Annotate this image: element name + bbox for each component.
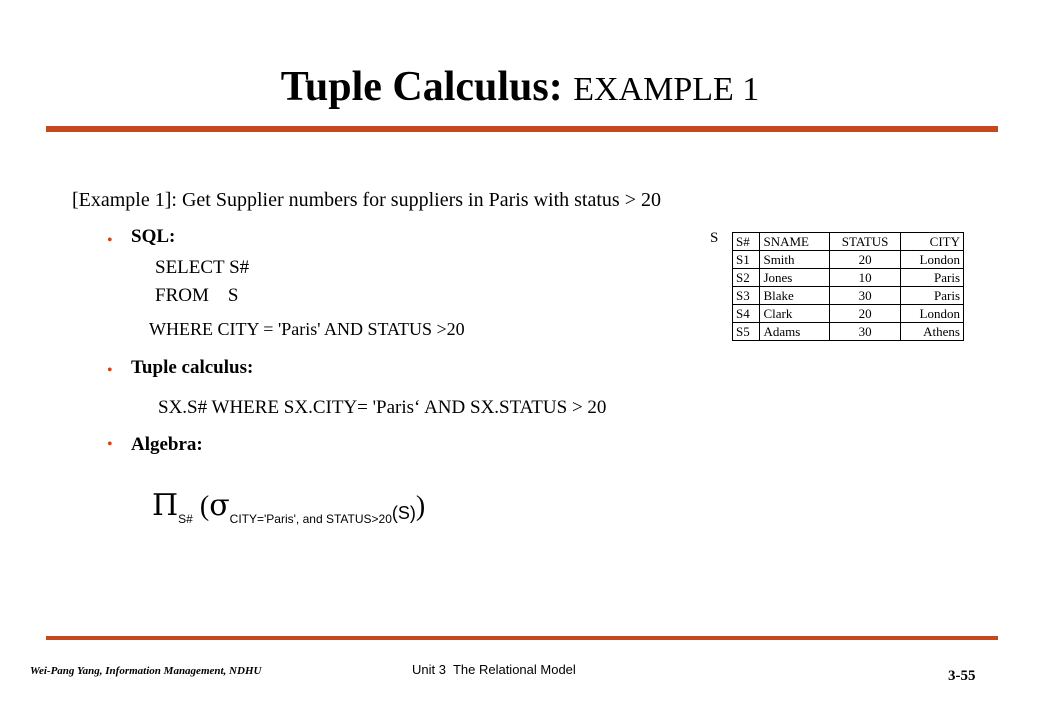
header-cell: CITY <box>901 233 964 251</box>
table-cell: Smith <box>760 251 830 269</box>
table-cell: Clark <box>760 305 830 323</box>
close-paren: ) <box>415 491 426 522</box>
relation-name: S <box>710 230 719 246</box>
bullet-dot: • <box>107 362 113 379</box>
header-cell: S# <box>733 233 760 251</box>
table-cell: 30 <box>830 323 901 341</box>
table-row <box>733 305 964 323</box>
sql-line-where: WHERE CITY = 'Paris' AND STATUS >20 <box>149 319 465 339</box>
title-divider <box>46 126 998 132</box>
table-cell: London <box>901 305 964 323</box>
bullet-dot: • <box>107 436 113 453</box>
footer-unit: Unit 3 The Relational Model <box>412 662 576 677</box>
sql-line-select: SELECT S# <box>155 257 250 278</box>
table-cell: 20 <box>830 305 901 323</box>
bullet-dot: • <box>107 232 113 249</box>
table-cell: 30 <box>830 287 901 305</box>
table-cell: Jones <box>760 269 830 287</box>
algebra-expression <box>152 486 425 539</box>
table-cell: S5 <box>733 323 760 341</box>
sigma-symbol: σ <box>209 488 230 523</box>
table-row <box>733 269 964 287</box>
header-cell: STATUS <box>830 233 901 251</box>
example-heading: [Example 1]: Get Supplier numbers for suppliers in Paris with status > 20 <box>72 189 661 211</box>
footer-author: Wei-Pang Yang, Information Management, NDHU <box>30 665 262 677</box>
table-cell: Athens <box>901 323 964 341</box>
title-main: Tuple Calculus: <box>280 64 563 110</box>
table-cell: 20 <box>830 251 901 269</box>
table-header-row <box>733 233 964 251</box>
slide-title <box>0 62 1040 115</box>
footer-divider <box>46 636 998 640</box>
table-cell: S2 <box>733 269 760 287</box>
title-sub: EXAMPLE 1 <box>573 71 760 108</box>
table-cell: S4 <box>733 305 760 323</box>
table-cell: Paris <box>901 287 964 305</box>
supplier-table <box>732 232 964 341</box>
tuple-expression: SX.S# WHERE SX.CITY= 'Paris‘ AND SX.STATUS > 20 <box>158 397 607 418</box>
table-cell: S1 <box>733 251 760 269</box>
table-cell: Adams <box>760 323 830 341</box>
sigma-subscript: CITY='Paris', and STATUS>20 <box>229 512 392 526</box>
table-row <box>733 287 964 305</box>
page-number: 3-55 <box>948 668 976 684</box>
table-row <box>733 323 964 341</box>
pi-symbol: Π <box>152 488 179 523</box>
table-row <box>733 251 964 269</box>
table-cell: S3 <box>733 287 760 305</box>
open-paren: ( <box>192 491 210 522</box>
tuple-label: Tuple calculus: <box>131 357 254 378</box>
algebra-label: Algebra: <box>131 434 203 455</box>
table-cell: London <box>901 251 964 269</box>
table-cell: 10 <box>830 269 901 287</box>
header-cell: SNAME <box>760 233 830 251</box>
relation-argument: (S) <box>391 503 416 523</box>
pi-subscript: S# <box>178 512 193 526</box>
table-cell: Blake <box>760 287 830 305</box>
sql-label: SQL: <box>131 226 176 247</box>
sql-line-from: FROM S <box>155 285 239 306</box>
table-cell: Paris <box>901 269 964 287</box>
